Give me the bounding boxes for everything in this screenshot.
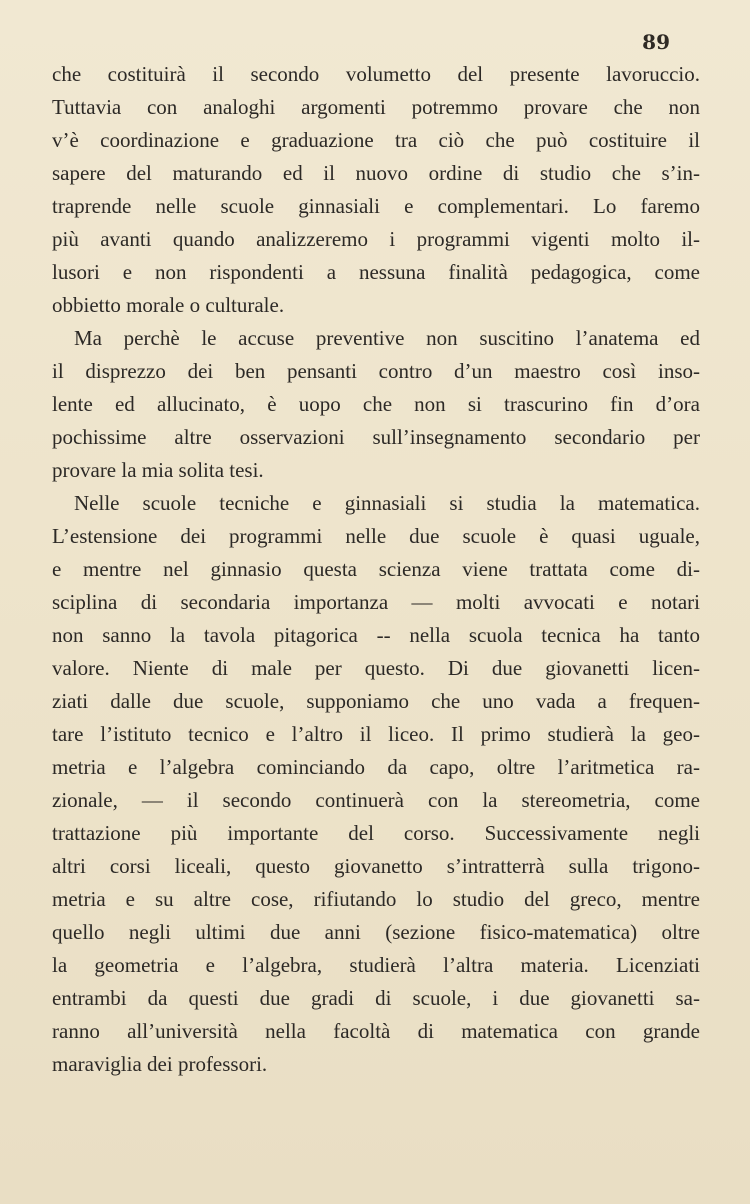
text-line: L’estensione dei programmi nelle due scuole è quasi uguale, <box>52 524 700 548</box>
text-line: valore. Niente di male per questo. Di due giovanetti licen- <box>52 656 700 680</box>
text-line: che costituirà il secondo volumetto del presente lavoruccio. <box>52 62 700 86</box>
text-line: tare l’istituto tecnico e l’altro il liceo. Il primo studierà la geo- <box>52 722 700 746</box>
text-line: ranno all’università nella facoltà di matematica con grande <box>52 1019 700 1043</box>
text-line: Nelle scuole tecniche e ginnasiali si studia la matematica. <box>74 491 700 515</box>
text-line: più avanti quando analizzeremo i programmi vigenti molto il- <box>52 227 700 251</box>
text-line: trattazione più importante del corso. Successivamente negli <box>52 821 700 845</box>
text-line: zionale, — il secondo continuerà con la stereometria, come <box>52 788 700 812</box>
text-line: traprende nelle scuole ginnasiali e complementari. Lo faremo <box>52 194 700 218</box>
text-line: maraviglia dei professori. <box>52 1052 268 1076</box>
text-line: la geometria e l’algebra, studierà l’altra materia. Licenziati <box>52 953 700 977</box>
text-line: provare la mia solita tesi. <box>52 458 264 482</box>
text-line: pochissime altre osservazioni sull’insegnamento secondario per <box>52 425 700 449</box>
text-line: quello negli ultimi due anni (sezione fisico-matematica) oltre <box>52 920 700 944</box>
text-line: non sanno la tavola pitagorica -- nella scuola tecnica ha tanto <box>52 623 700 647</box>
text-line: ziati dalle due scuole, supponiamo che uno vada a frequen- <box>52 689 700 713</box>
body-text <box>52 58 700 1081</box>
text-line: sapere del maturando ed il nuovo ordine di studio che s’in- <box>52 161 700 185</box>
text-line: lente ed allucinato, è uopo che non si trascurino fin d’ora <box>52 392 700 416</box>
page-number: 89 <box>642 30 670 54</box>
text-line: lusori e non rispondenti a nessuna finalità pedagogica, come <box>52 260 700 284</box>
text-line: sciplina di secondaria importanza — molti avvocati e notari <box>52 590 700 614</box>
text-line: metria e l’algebra cominciando da capo, oltre l’aritmetica ra- <box>52 755 700 779</box>
text-line: Ma perchè le accuse preventive non suscitino l’anatema ed <box>74 326 700 350</box>
text-line: e mentre nel ginnasio questa scienza viene trattata come di- <box>52 557 700 581</box>
text-line: metria e su altre cose, rifiutando lo studio del greco, mentre <box>52 887 700 911</box>
text-line: Tuttavia con analoghi argomenti potremmo provare che non <box>52 95 700 119</box>
text-line: obbietto morale o culturale. <box>52 293 285 317</box>
text-line: entrambi da questi due gradi di scuole, i due giovanetti sa- <box>52 986 700 1010</box>
text-line: il disprezzo dei ben pensanti contro d’un maestro così inso- <box>52 359 700 383</box>
text-line: v’è coordinazione e graduazione tra ciò che può costituire il <box>52 128 700 152</box>
text-line: altri corsi liceali, questo giovanetto s’intratterrà sulla trigono- <box>52 854 700 878</box>
